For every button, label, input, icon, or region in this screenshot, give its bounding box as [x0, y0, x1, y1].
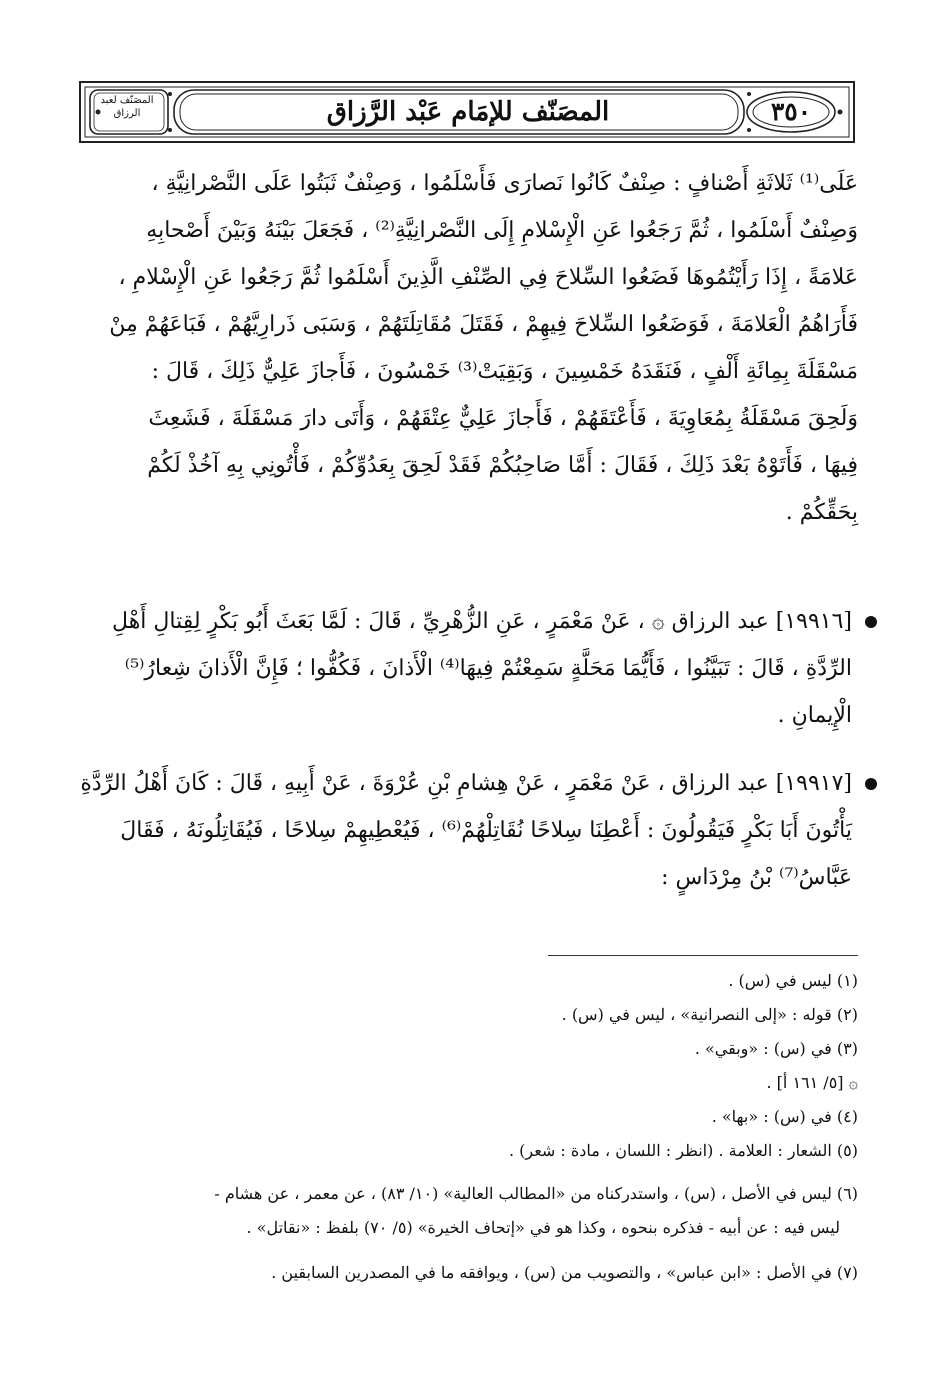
footnote-continuation: ليس فيه : عن أبيه - فذكره بنحوه ، وكذا هو في «إتحاف الخيرة» (٥/ ٧٠) بلفظ : «نقاتل» . [246, 1218, 840, 1237]
footnote: (٦) ليس في الأصل ، (س) ، واستدركناه من «المطالب العالية» (١٠/ ٨٣) ، عن معمر ، عن هشام - [214, 1184, 858, 1203]
text-line: وَصِنْفٌ أَسْلَمُوا ، ثُمَّ رَجَعُوا عَنِ الْإِسْلامِ إِلَى النَّصْرانِيَّةِ⁽²⁾ ، فَجَعَلَ بَيْنَهُ وَبَيْنَ أَصْحابِهِ [146, 218, 858, 243]
footnote: (٧) في الأصل : «ابن عباس» ، والتصويب من (س) ، ويوافقه ما في المصدرين السابقين . [271, 1263, 858, 1282]
hadith-bullet [865, 616, 877, 628]
text-line: [١٩٩١٧] عبد الرزاق ، عَنْ مَعْمَرٍ ، عَنْ هِشامِ بْنِ عُرْوَةَ ، عَنْ أَبِيهِ ، قَالَ : كَانَ أَهْلُ الرِّدَّةِ [80, 771, 852, 796]
text-line: عَلَى⁽¹⁾ ثَلاثَةِ أَصْنافٍ : صِنْفٌ كَانُوا نَصارَى فَأَسْلَمُوا ، وَصِنْفٌ ثَبَتُوا عَلَى النَّصْرانِيَّةِ ، [151, 171, 858, 196]
text-line: الرِّدَّةِ ، قَالَ : تَبَيَّنُوا ، فَأَيُّمَا مَحَلَّةٍ سَمِعْتُمْ فِيهَا⁽⁴⁾ الْأَذانَ ، فَكُفُّوا ؛ فَإِنَّ الْأَذانَ شِعارُ⁽⁵⁾ [124, 656, 852, 681]
page-header [78, 80, 856, 144]
text-line: فِيهَا ، فَأَتَوْهُ بَعْدَ ذَلِكَ ، فَقَالَ : أَمَّا صَاحِبُكُمْ فَقَدْ لَحِقَ بِعَدُوِّكُمْ ، فَأْتُونِي بِهِ آخُذْ لَكُمْ [147, 453, 858, 478]
running-title: المصَنّف للإمَام عَبْد الرَّزاق [326, 97, 610, 127]
text-line: وَلَحِقَ مَسْقَلَةُ بِمُعَاوِيَةَ ، فَأَعْتَقَهُمْ ، فَأَجازَ عَلِيٌّ عِتْقَهُمْ ، وَأَتَى دارَ مَسْقَلَةَ ، فَشَعِثَ [148, 406, 858, 431]
text-line: الْإِيمانِ . [777, 703, 852, 728]
footnote: ۞ [٥/ ١٦١ أ] . [766, 1073, 858, 1092]
text-line: يَأْتُونَ أَبَا بَكْرٍ فَيَقُولُونَ : أَعْطِنَا سِلاحًا نُقَاتِلْهُمْ⁽⁶⁾ ، فَيُعْطِيهِمْ سِلاحًا ، فَيُقَاتِلُونَهُ ، فَقَالَ [120, 818, 852, 843]
paragraph-continuation [58, 160, 858, 536]
footnote: (٥) الشعار : العلامة . (انظر : اللسان ، مادة : شعر) . [508, 1141, 858, 1160]
page-number: ٣٥٠ [770, 97, 812, 126]
text-line: عَلامَةً ، إِذَا رَأَيْتُمُوهَا فَضَعُوا السِّلاحَ فِي الصِّنْفِ الَّذِينَ أَسْلَمُوا ثُمَّ رَجَعُوا عَنِ الْإِسْلامِ ، [118, 265, 858, 290]
footnote: (٣) في (س) : «وبقي» . [694, 1039, 858, 1058]
hadith-19917 [52, 760, 852, 901]
hadith-19916 [52, 598, 852, 739]
footnote-separator [548, 955, 858, 956]
header-logo: المصَنّف لعبد الرزاق [100, 95, 154, 119]
text-line: [١٩٩١٦] عبد الرزاق ۞ ، عَنْ مَعْمَرٍ ، عَنِ الزُّهْرِيِّ ، قَالَ : لَمَّا بَعَثَ أَبُو بَكْرٍ لِقِتالِ أَهْلِ [112, 609, 852, 634]
footnote: (١) ليس في (س) . [728, 971, 858, 990]
text-line: مَسْقَلَةَ بِمِائَةِ أَلْفٍ ، فَنَقَدَهُ خَمْسِينَ ، وَبَقِيَتْ⁽³⁾ خَمْسُونَ ، فَأَجازَ عَلِيٌّ ذَلِكَ ، قَالَ : [151, 359, 858, 384]
text-line: فَأَرَاهُمُ الْعَلامَةَ ، فَوَضَعُوا السِّلاحَ فِيهِمْ ، فَقَتَلَ مُقَاتِلَتَهُمْ ، وَسَبَى ذَرارِيَّهُمْ ، فَبَاعَهُمْ مِنْ [109, 312, 858, 337]
text-line: عَبَّاسُ⁽⁷⁾ بْنُ مِرْدَاسٍ : [661, 865, 852, 890]
footnote: (٢) قوله : «إلى النصرانية» ، ليس في (س) . [561, 1005, 858, 1024]
hadith-bullet [865, 778, 877, 790]
text-line: بِحَقِّكُمْ . [785, 500, 858, 525]
footnote: (٤) في (س) : «بها» . [711, 1107, 858, 1126]
